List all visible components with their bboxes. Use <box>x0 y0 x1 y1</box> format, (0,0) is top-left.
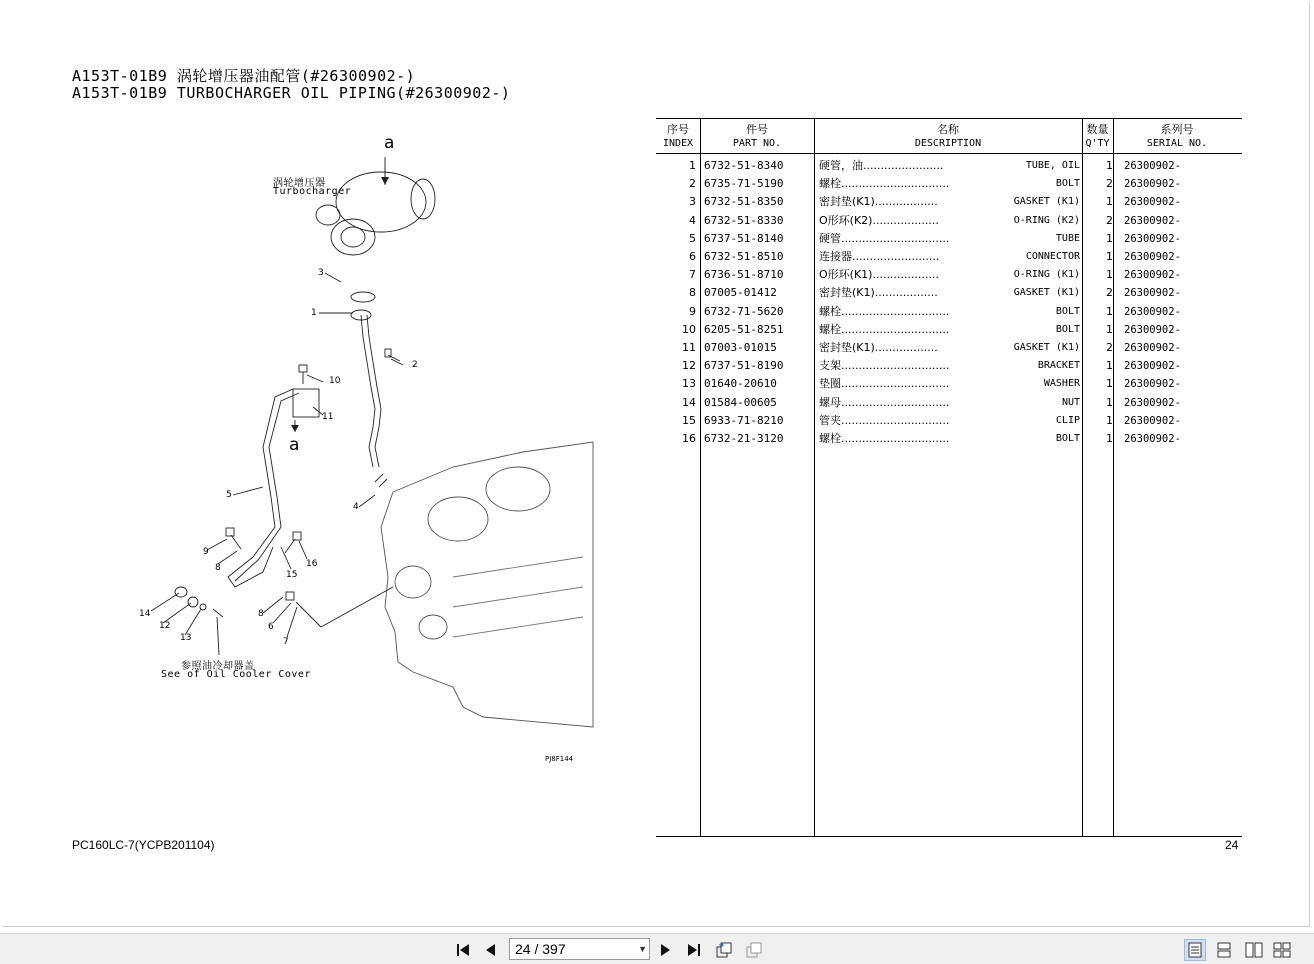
row-serial: 26300902- <box>1124 251 1181 263</box>
row-serial: 26300902- <box>1124 178 1181 191</box>
callout-a-mid: a <box>289 435 300 455</box>
table-row <box>656 303 1242 321</box>
table-row <box>656 412 1242 430</box>
row-qty: 1 <box>1106 250 1113 263</box>
row-part-no: 6933-71-8210 <box>704 413 784 427</box>
table-row <box>656 321 1242 339</box>
callout-number: 8 <box>215 563 221 573</box>
document-page <box>3 2 1310 927</box>
viewer-toolbar <box>0 933 1314 964</box>
row-part-no: 6732-51-8330 <box>704 213 784 227</box>
row-index: 11 <box>682 341 696 354</box>
row-description-cn: 密封垫(K1).................. <box>819 286 938 300</box>
row-description-en: BOLT <box>1053 303 1080 321</box>
row-qty: 1 <box>1106 268 1113 282</box>
row-description-cn: O形环(K2)................... <box>819 213 939 227</box>
go-forward-icon[interactable] <box>744 940 764 960</box>
header-serial: 系列号 SERIAL NO. <box>1146 123 1208 149</box>
table-row <box>656 394 1242 412</box>
row-qty: 1 <box>1106 359 1113 373</box>
callout-number: 13 <box>180 633 192 643</box>
callout-number: 4 <box>353 502 359 512</box>
table-row <box>656 212 1242 230</box>
row-description-en: GASKET (K1) <box>1011 339 1080 357</box>
row-serial: 26300902- <box>1124 269 1181 282</box>
row-serial: 26300902- <box>1124 378 1181 391</box>
row-description-en: BRACKET <box>1035 357 1080 375</box>
row-index: 8 <box>689 286 696 300</box>
oil-tube-1 <box>361 315 375 467</box>
row-description-cn: 螺栓............................... <box>819 432 950 445</box>
callout-number: 5 <box>226 490 232 500</box>
row-part-no: 07005-01412 <box>704 286 777 300</box>
callout-number: 1 <box>311 308 317 318</box>
footer-model: PC160LC-7(YCPB201104) <box>72 838 215 852</box>
row-part-no: 6205-51-8251 <box>704 322 784 336</box>
row-description-en: BOLT <box>1053 430 1080 448</box>
table-row <box>656 284 1242 302</box>
row-qty: 1 <box>1106 322 1113 336</box>
row-description-en: GASKET (K1) <box>1011 284 1080 302</box>
page-title-en: A153T-01B9 TURBOCHARGER OIL PIPING(#26300902-) <box>72 84 511 102</box>
page-title-cn: A153T-01B9 涡轮增压器油配管(#26300902-) <box>72 67 416 85</box>
turbo-housing <box>336 172 426 232</box>
table-row <box>656 175 1242 193</box>
table-row <box>656 248 1242 266</box>
callout-number: 3 <box>318 268 324 278</box>
chevron-down-icon: ▼ <box>638 944 647 954</box>
row-description-cn: 支架............................... <box>819 359 950 373</box>
row-index: 6 <box>689 250 696 263</box>
row-qty: 1 <box>1106 432 1113 445</box>
row-serial: 26300902- <box>1124 323 1181 336</box>
row-description-en: TUBE <box>1053 230 1080 248</box>
row-part-no: 6732-71-5620 <box>704 304 784 318</box>
row-part-no: 01640-20610 <box>704 377 777 391</box>
table-row <box>656 193 1242 211</box>
row-part-no: 6732-51-8340 <box>704 159 784 172</box>
row-index: 14 <box>682 395 696 409</box>
row-description-cn: 螺栓............................... <box>819 177 950 191</box>
row-serial: 26300902- <box>1124 342 1181 354</box>
row-index: 7 <box>689 268 696 282</box>
row-qty: 2 <box>1106 177 1113 191</box>
row-part-no: 6735-71-5190 <box>704 177 784 191</box>
row-serial: 26300902- <box>1124 305 1181 318</box>
row-description-cn: O形环(K1)................... <box>819 268 939 282</box>
row-description-cn: 管夹............................... <box>819 413 950 427</box>
table-row <box>656 157 1242 175</box>
row-qty: 1 <box>1106 377 1113 391</box>
row-serial: 26300902- <box>1124 214 1181 227</box>
row-description-en: BOLT <box>1053 175 1080 193</box>
next-page-icon[interactable] <box>656 940 676 960</box>
facing-view-icon[interactable] <box>1244 940 1264 960</box>
turbo-inlet <box>331 219 375 255</box>
row-qty: 2 <box>1106 286 1113 300</box>
row-description-cn: 垫圈............................... <box>819 377 950 391</box>
diagram-code: PJ8F144 <box>545 755 574 763</box>
header-index: 序号 INDEX <box>662 123 694 149</box>
last-page-icon[interactable] <box>684 940 704 960</box>
row-qty: 1 <box>1106 195 1113 209</box>
row-serial: 26300902- <box>1124 287 1181 300</box>
row-serial: 26300902- <box>1124 433 1181 445</box>
callout-number: 16 <box>306 559 318 569</box>
row-qty: 1 <box>1106 304 1113 318</box>
row-serial: 26300902- <box>1124 414 1181 427</box>
table-row <box>656 375 1242 393</box>
row-description-en: WASHER <box>1041 375 1080 393</box>
exploded-parts-diagram <box>123 127 613 777</box>
callout-a-top: a <box>384 133 395 153</box>
row-description-cn: 密封垫(K1).................. <box>819 341 938 354</box>
callout-number: 6 <box>268 622 274 632</box>
row-description-en: O-RING (K2) <box>1011 212 1080 230</box>
row-index: 5 <box>689 231 696 245</box>
row-description-cn: 螺栓............................... <box>819 322 950 336</box>
row-index: 13 <box>682 377 696 391</box>
row-part-no: 6737-51-8140 <box>704 231 784 245</box>
row-description-cn: 螺母............................... <box>819 395 950 409</box>
row-index: 2 <box>689 177 696 191</box>
row-serial: 26300902- <box>1124 232 1181 245</box>
table-row <box>656 230 1242 248</box>
row-description-en: BOLT <box>1053 321 1080 339</box>
header-qty: 数量 Q'TY <box>1085 123 1110 149</box>
page-number-select[interactable]: 24 / 397 ▼ <box>509 938 650 960</box>
parts-table <box>656 118 1242 837</box>
callout-number: 11 <box>322 412 334 422</box>
callout-number: 15 <box>286 570 298 580</box>
row-description-cn: 硬管，油....................... <box>819 159 944 172</box>
row-part-no: 6732-21-3120 <box>704 432 784 445</box>
cooler-label-cn: 参照油冷却器盖 <box>181 661 255 672</box>
cooler-label-en: See of Oil Cooler Cover <box>161 669 311 680</box>
row-serial: 26300902- <box>1124 360 1181 373</box>
continuous-view-icon[interactable] <box>1214 940 1234 960</box>
row-index: 9 <box>689 304 696 318</box>
callout-number: 10 <box>329 376 341 386</box>
table-row <box>656 266 1242 284</box>
go-back-icon[interactable] <box>714 940 734 960</box>
row-description-cn: 螺栓............................... <box>819 304 950 318</box>
callout-number: 2 <box>412 360 418 370</box>
row-description-cn: 硬管............................... <box>819 231 950 245</box>
row-qty: 2 <box>1106 341 1113 354</box>
footer-page-number: 24 <box>1225 838 1239 852</box>
row-qty: 2 <box>1106 213 1113 227</box>
row-part-no: 07003-01015 <box>704 341 777 354</box>
row-part-no: 6732-51-8510 <box>704 250 784 263</box>
row-index: 10 <box>682 322 696 336</box>
row-index: 3 <box>689 195 696 209</box>
first-page-icon[interactable] <box>453 940 473 960</box>
row-part-no: 6736-51-8710 <box>704 268 784 282</box>
row-serial: 26300902- <box>1124 160 1181 172</box>
row-index: 16 <box>682 432 696 445</box>
table-row <box>656 430 1242 448</box>
callout-number: 9 <box>203 547 209 557</box>
table-row <box>656 339 1242 357</box>
turbo-label-en: Turbocharger <box>273 186 352 197</box>
turbo-label-cn: 涡轮增压器 <box>273 178 326 189</box>
row-part-no: 6737-51-8190 <box>704 359 784 373</box>
table-row <box>656 357 1242 375</box>
row-qty: 1 <box>1106 159 1113 172</box>
header-description: 名称 DESCRIPTION <box>914 123 982 149</box>
single-page-view-icon[interactable] <box>1184 939 1206 961</box>
prev-page-icon[interactable] <box>480 940 500 960</box>
row-description-en: TUBE, OIL <box>1023 157 1080 175</box>
callout-number: 14 <box>139 609 151 619</box>
row-part-no: 01584-00605 <box>704 395 777 409</box>
callout-number: 7 <box>283 637 289 647</box>
row-serial: 26300902- <box>1124 396 1181 409</box>
row-index: 15 <box>682 413 696 427</box>
header-part-no: 件号 PART NO. <box>732 123 782 149</box>
callout-number: 8 <box>258 609 264 619</box>
row-serial: 26300902- <box>1124 196 1181 209</box>
row-qty: 1 <box>1106 395 1113 409</box>
row-description-en: GASKET (K1) <box>1011 193 1080 211</box>
continuous-facing-view-icon[interactable] <box>1272 940 1292 960</box>
row-description-cn: 连接器......................... <box>819 250 940 263</box>
row-part-no: 6732-51-8350 <box>704 195 784 209</box>
row-index: 4 <box>689 213 696 227</box>
row-description-cn: 密封垫(K1).................. <box>819 195 938 209</box>
row-description-en: CLIP <box>1053 412 1080 430</box>
row-qty: 1 <box>1106 413 1113 427</box>
row-qty: 1 <box>1106 231 1113 245</box>
row-index: 1 <box>689 159 696 172</box>
row-description-en: O-RING (K1) <box>1011 266 1080 284</box>
row-description-en: NUT <box>1059 394 1080 412</box>
row-description-en: CONNECTOR <box>1023 248 1080 266</box>
callout-number: 12 <box>159 621 171 631</box>
row-index: 12 <box>682 359 696 373</box>
